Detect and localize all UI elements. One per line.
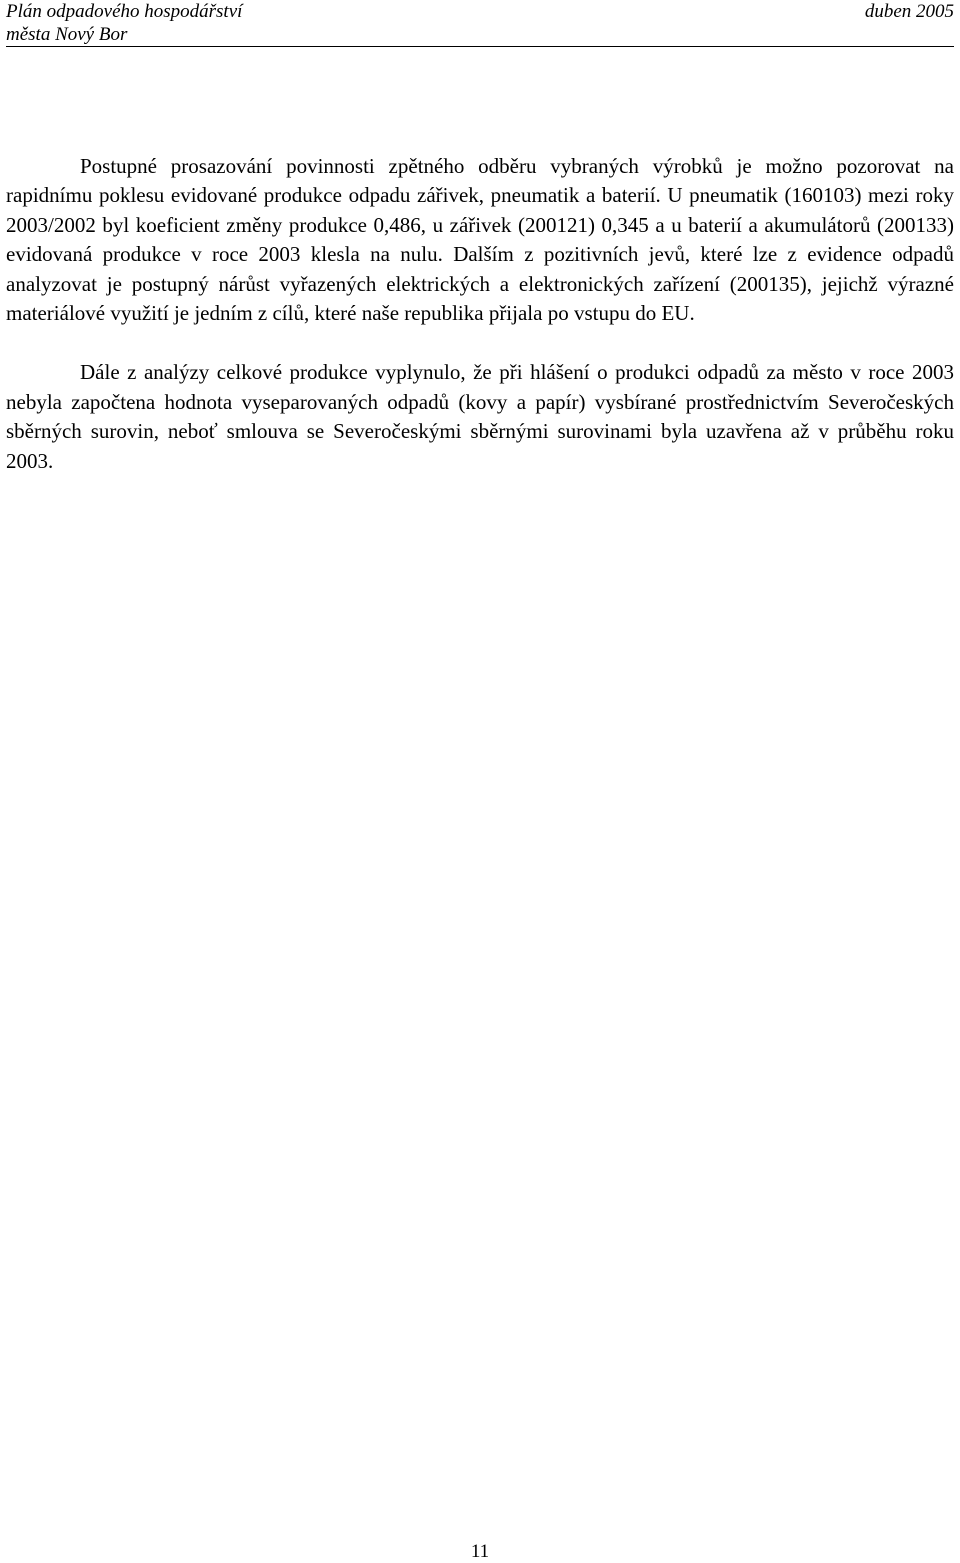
- document-title-line-1: Plán odpadového hospodářství: [6, 1, 243, 22]
- document-body: [6, 152, 954, 476]
- page-number: 11: [470, 1541, 490, 1562]
- page-header: [6, 0, 954, 47]
- document-date: duben 2005: [864, 1, 954, 22]
- paragraph-production-analysis: Dále z analýzy celkové produkce vyplynulo, že při hlášení o produkci odpadů za město v roce 2003 nebyla započtena hodnota vyseparovaných odpadů (kovy a papír) vysbírané prostřednictvím Severočeských sběrných surovin, neboť smlouva se Severočeskými sběrnými surovinami byla uzavřena až v průběhu roku 2003.: [6, 360, 954, 473]
- paragraph-take-back-obligation: Postupné prosazování povinnosti zpětného odběru vybraných výrobků je možno pozorovat na rapidnímu poklesu evidované produkce odpadu zářivek, pneumatik a baterií. U pneumatik (160103) mezi roky 2003/2002 byl koeficient změny produkce 0,486, u zářivek (200121) 0,345 a u baterií a akumulátorů (200133) evidovaná produkce v roce 2003 klesla na nulu. Dalším z pozitivních jevů, které lze z evidence odpadů analyzovat je postupný nárůst vyřazených elektrických a elektronických zařízení (200135), jejichž výrazné materiálové využití je jedním z cílů, které naše republika přijala po vstupu do EU.: [6, 154, 954, 326]
- document-title-line-2: města Nový Bor: [6, 24, 128, 45]
- document-title: [6, 0, 242, 46]
